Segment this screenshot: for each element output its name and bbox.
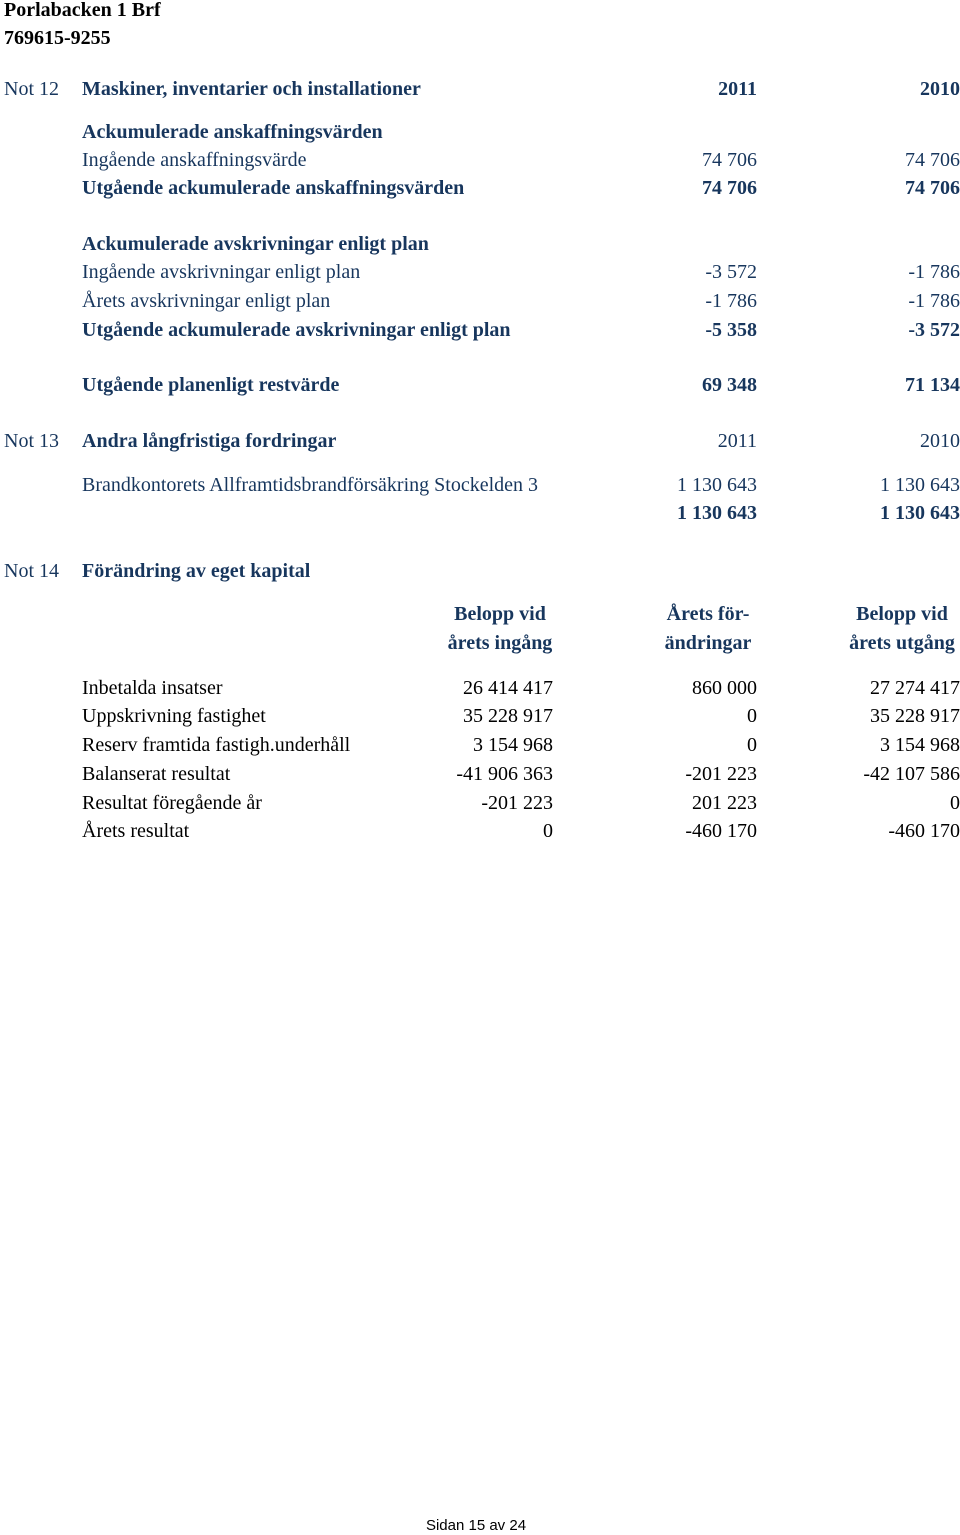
note12-row-value-2010: -1 786 [908,290,960,312]
note12-section2-heading: Ackumulerade avskrivningar enligt plan [82,233,429,255]
note14-row-change: 860 000 [692,677,757,699]
note13-row-value-2011: 1 130 643 [677,474,757,496]
note14-row-change: 201 223 [692,792,757,814]
note14-row-closing: -42 107 586 [863,763,960,785]
note14-col3-header-line1: Belopp vid [856,603,948,625]
note13-total-2011: 1 130 643 [677,502,757,524]
note14-row-opening: -201 223 [481,792,553,814]
note14-row-opening: 35 228 917 [463,705,553,727]
note13-title: Andra långfristiga fordringar [82,430,337,452]
note14-row-opening: -41 906 363 [456,763,553,785]
note14-row-label: Reserv framtida fastigh.underhåll [82,734,351,756]
note14-row-opening: 26 414 417 [463,677,553,699]
note12-section1-heading: Ackumulerade anskaffningsvärden [82,121,383,143]
note12-residual-2010: 71 134 [905,374,960,396]
note14-col1-header-line2: årets ingång [447,632,553,654]
note12-year-2010: 2010 [920,78,960,100]
note12-residual-label: Utgående planenligt restvärde [82,374,340,396]
note14-row-change: 0 [747,734,757,756]
page-number: Sidan 15 av 24 [425,1517,527,1534]
note14-row-closing: 0 [950,792,960,814]
note13-row-label: Brandkontorets Allframtidsbrandförsäkring Stockelden 3 [82,474,539,496]
note12-row-label: Utgående ackumulerade anskaffningsvärden [82,177,465,199]
note12-year-2011: 2011 [718,78,757,100]
note14-title: Förändring av eget kapital [82,560,311,582]
note12-row-label: Ingående avskrivningar enligt plan [82,261,361,283]
note12-row-value-2010: -3 572 [908,319,960,341]
note14-col2-header-line2: ändringar [664,632,752,654]
note12-row-value-2011: -1 786 [705,290,757,312]
note12-row-value-2011: 74 706 [702,149,757,171]
note12-row-label: Ingående anskaffningsvärde [82,149,307,171]
note14-row-closing: -460 170 [888,820,960,842]
note12-row-label: Utgående ackumulerade avskrivningar enligt plan [82,319,511,341]
note12-row-label: Årets avskrivningar enligt plan [82,290,331,312]
org-number: 769615-9255 [4,27,111,49]
note14-col2-header-line1: Årets för- [666,603,750,625]
note14-row-opening: 3 154 968 [473,734,553,756]
note13-total-2010: 1 130 643 [880,502,960,524]
note13-year-2010: 2010 [920,430,960,452]
note12-title: Maskiner, inventarier och installationer [82,78,421,100]
note14-col1-header-line1: Belopp vid [454,603,546,625]
note14-row-closing: 3 154 968 [880,734,960,756]
note14-row-label: Inbetalda insatser [82,677,223,699]
note12-row-value-2010: 74 706 [905,177,960,199]
note14-label: Not 14 [4,560,59,582]
note13-label: Not 13 [4,430,59,452]
note14-row-change: 0 [747,705,757,727]
note14-row-closing: 27 274 417 [870,677,960,699]
note14-row-change: -460 170 [685,820,757,842]
note14-row-closing: 35 228 917 [870,705,960,727]
note14-row-label: Balanserat resultat [82,763,231,785]
note14-row-label: Uppskrivning fastighet [82,705,266,727]
note12-row-value-2010: -1 786 [908,261,960,283]
note14-row-opening: 0 [543,820,553,842]
company-name: Porlabacken 1 Brf [4,0,161,21]
note14-col3-header-line2: årets utgång [849,632,955,654]
note12-row-value-2010: 74 706 [905,149,960,171]
note12-row-value-2011: -3 572 [705,261,757,283]
note14-row-change: -201 223 [685,763,757,785]
note12-residual-2011: 69 348 [702,374,757,396]
note14-row-label: Resultat föregående år [82,792,262,814]
note12-label: Not 12 [4,78,59,100]
note13-year-2011: 2011 [717,430,757,452]
note13-row-value-2010: 1 130 643 [880,474,960,496]
note14-row-label: Årets resultat [82,820,190,842]
note12-row-value-2011: -5 358 [705,319,757,341]
note12-row-value-2011: 74 706 [702,177,757,199]
